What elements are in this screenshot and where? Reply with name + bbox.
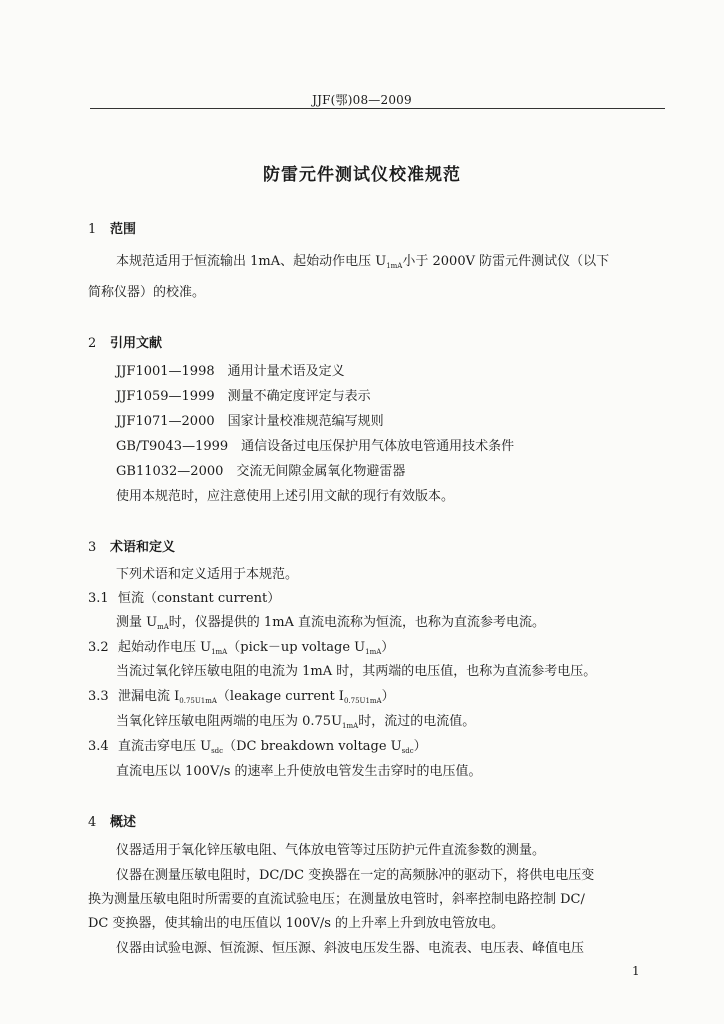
subscript: 1mA (211, 648, 228, 656)
section-4-para-3: 仪器由试验电源、恒流源、恒压源、斜波电压发生器、电流表、电压表、峰值电压 (116, 941, 585, 956)
text: （DC breakdown voltage U (223, 739, 402, 754)
reference-item: GB11032—2000 交流无间隙金属氧化物避雷器 (116, 464, 406, 479)
subscript: mA (157, 623, 169, 631)
section-title: 概述 (110, 815, 137, 830)
header-rule (90, 108, 665, 109)
term-3-3 (88, 688, 395, 710)
text: 直流击穿电压 U (118, 739, 212, 754)
text: ） (413, 739, 427, 754)
page-number: 1 (632, 964, 640, 978)
section-1-heading (88, 218, 136, 237)
section-4-para-2-cont: DC 变换器，使其输出的电压值以 100V/s 的上升率上升到放电管放电。 (88, 916, 505, 931)
text: （leakage current I (216, 689, 344, 704)
reference-item: JJF1071—2000 国家计量校准规范编写规则 (116, 414, 384, 429)
subscript: 1mA (342, 722, 359, 730)
term-3-4 (88, 738, 427, 760)
text: ） (381, 640, 395, 655)
text: 时，流过的电流值。 (358, 714, 476, 729)
term-3-2 (88, 639, 394, 661)
term-number: 3.3 (88, 689, 109, 704)
term-number: 3.1 (88, 591, 109, 606)
section-title: 术语和定义 (110, 540, 176, 555)
reference-item: GB/T9043—1999 通信设备过电压保护用气体放电管通用技术条件 (116, 439, 515, 454)
reference-note: 使用本规范时，应注意使用上述引用文献的现行有效版本。 (116, 489, 455, 504)
section-number: 3 (88, 540, 97, 555)
text: ） (381, 689, 395, 704)
text: （pick－up voltage U (227, 640, 366, 655)
section-4-para-2-cont: 换为测量压敏电阻时所需要的直流试验电压；在测量放电管时，斜率控制电路控制 DC/ (88, 892, 585, 907)
reference-item: JJF1059—1999 测量不确定度评定与表示 (116, 389, 371, 404)
term-3-1 (88, 590, 280, 608)
section-number: 4 (88, 815, 97, 830)
section-4-heading (88, 811, 136, 830)
document-title: 防雷元件测试仪校准规范 (263, 165, 461, 185)
section-4-para-2: 仪器在测量压敏电阻时，DC/DC 变换器在一定的高频脉冲的驱动下，将供电电压变 (116, 868, 595, 883)
term-number: 3.4 (88, 739, 109, 754)
text: 当氧化锌压敏电阻两端的电压为 0.75U (116, 714, 343, 729)
section-number: 2 (88, 336, 97, 351)
section-1-para-cont: 简称仪器）的校准。 (88, 285, 206, 300)
subscript: 1mA (386, 262, 403, 270)
subscript: sdc (401, 747, 414, 755)
section-2-heading (88, 332, 162, 351)
section-3-heading (88, 536, 175, 555)
section-title: 引用文献 (110, 336, 163, 351)
text: 泄漏电流 I (118, 689, 180, 704)
term-number: 3.2 (88, 640, 109, 655)
text: 测量 U (116, 615, 158, 630)
section-3-intro: 下列术语和定义适用于本规范。 (116, 567, 299, 582)
standard-code: JJF(鄂)08—2009 (312, 93, 412, 107)
text: 小于 2000V 防雷元件测试仪（以下 (402, 254, 610, 269)
subscript: sdc (211, 747, 224, 755)
subscript: 1mA (365, 648, 382, 656)
term-label: 恒流（constant current） (118, 591, 281, 606)
section-1-para (116, 253, 609, 275)
section-title: 范围 (110, 222, 137, 237)
term-3-4-definition: 直流电压以 100V/s 的速率上升使放电管发生击穿时的电压值。 (116, 764, 482, 779)
text: 时，仪器提供的 1mA 直流电流称为恒流，也称为直流参考电流。 (168, 615, 546, 630)
subscript: 0.75U1mA (179, 697, 217, 705)
text: 起始动作电压 U (118, 640, 212, 655)
term-3-1-definition (116, 614, 545, 636)
section-number: 1 (88, 222, 97, 237)
term-3-2-definition: 当流过氧化锌压敏电阻的电流为 1mA 时，其两端的电压值，也称为直流参考电压。 (116, 664, 597, 679)
reference-item: JJF1001—1998 通用计量术语及定义 (116, 364, 345, 379)
text: 本规范适用于恒流输出 1mA、起始动作电压 U (116, 254, 387, 269)
term-3-3-definition (116, 713, 475, 735)
subscript: 0.75U1mA (343, 697, 382, 705)
section-4-para-1: 仪器适用于氧化锌压敏电阻、气体放电管等过压防护元件直流参数的测量。 (116, 843, 546, 858)
